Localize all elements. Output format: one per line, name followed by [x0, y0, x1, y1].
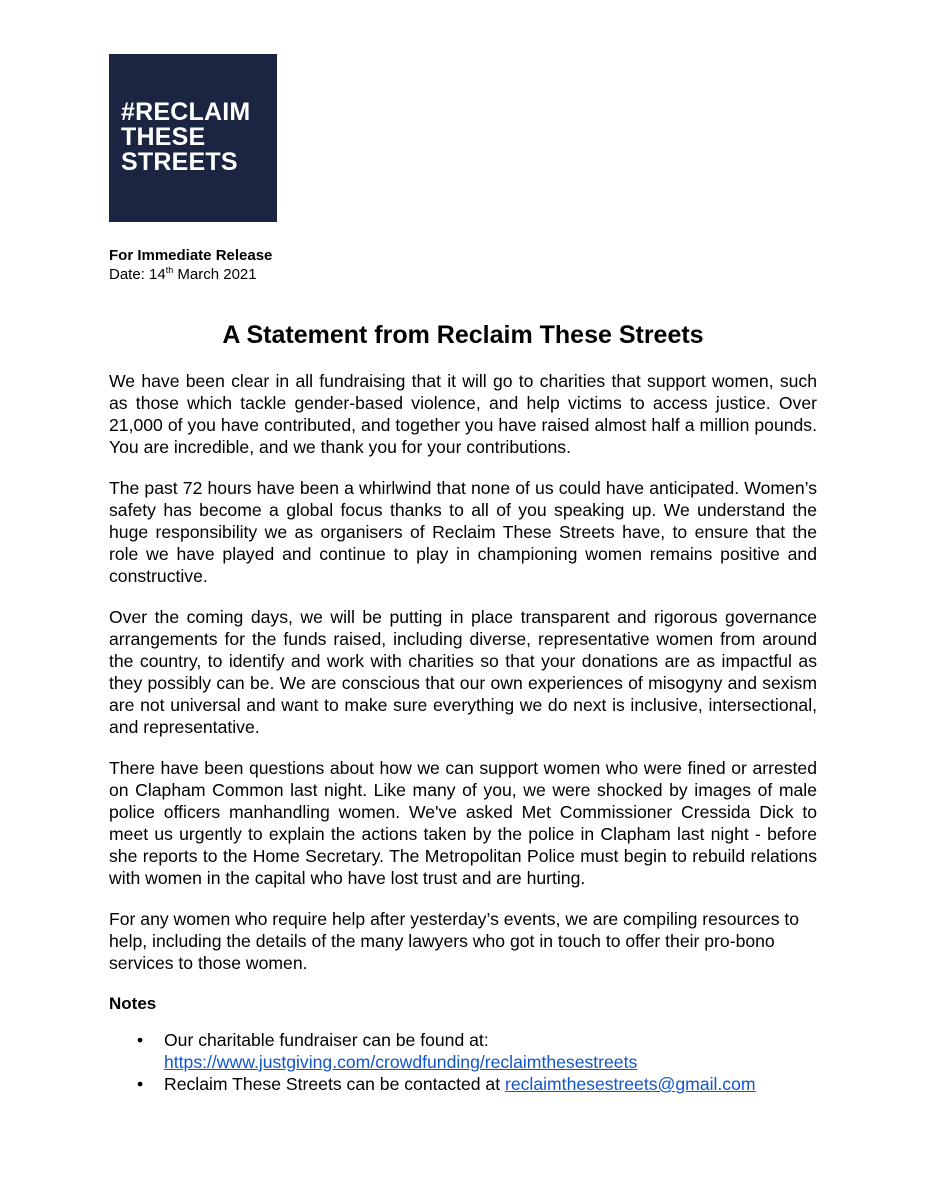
notes-item-contact	[109, 1073, 817, 1095]
statement-title: A Statement from Reclaim These Streets	[222, 321, 704, 349]
notes-item-text: Reclaim These Streets can be contacted at	[164, 1074, 505, 1094]
paragraph-whirlwind: The past 72 hours have been a whirlwind that none of us could have anticipated. Women’s safety has become a global focus thanks to all of you speaking up. We understand the huge responsibility we as organisers of Reclaim These Streets have, to ensure that the role we have played and continue to play in championing women remains positive and constructive.	[109, 478, 817, 586]
justgiving-link[interactable]: https://www.justgiving.com/crowdfunding/reclaimthesestreets	[164, 1052, 638, 1072]
release-date-ordinal: th	[165, 265, 174, 275]
release-date-suffix: March 2021	[173, 266, 257, 283]
paragraph-clapham: There have been questions about how we can support women who were fined or arrested on Clapham Common last night. Like many of you, we were shocked by images of male police officers manhandling women. We've asked Met Commissioner Cressida Dick to meet us urgently to explain the actions taken by the police in Clapham last night - before she reports to the Home Secretary. The Metropolitan Police must begin to rebuild relations with women in the capital who have lost trust and are hurting.	[109, 758, 817, 888]
paragraph-fundraising: We have been clear in all fundraising that it will go to charities that support women, such as those which tackle gender-based violence, and help victims to access justice. Over 21,000 of you have contributed, and together you have raised almost half a million pounds. You are incredible, and we thank you for your contributions.	[109, 371, 817, 457]
bullet-icon: •	[137, 1030, 144, 1050]
email-link[interactable]: reclaimthesestreets@gmail.com	[504, 1074, 756, 1094]
paragraph-resources: For any women who require help after yesterday’s events, we are compiling resources to help, including the details of the many lawyers who got in touch to offer their pro-bono services to those women.	[109, 909, 800, 973]
paragraph-governance: Over the coming days, we will be putting in place transparent and rigorous governance arrangements for the funds raised, including diverse, representative women from around the country, to identify and work with charities so that your donations are as impactful as they possibly can be. We are conscious that our own experiences of misogyny and sexism are not universal and want to make sure everything we do next is inclusive, intersectional, and representative.	[109, 607, 817, 737]
reclaim-these-streets-logo	[109, 54, 277, 222]
notes-heading: Notes	[109, 994, 157, 1013]
notes-item-fundraiser	[109, 1029, 817, 1073]
release-label: For Immediate Release	[109, 247, 273, 264]
bullet-icon: •	[137, 1074, 144, 1094]
statement-body	[109, 370, 817, 1095]
logo-line-2: THESE	[121, 123, 206, 151]
logo-line-3: STREETS	[121, 148, 238, 176]
release-date	[109, 265, 272, 284]
notes-item-text: Our charitable fundraiser can be found at:	[164, 1030, 489, 1050]
notes-list	[109, 1029, 817, 1095]
release-date-prefix: Date: 14	[109, 266, 166, 283]
logo-line-1: #RECLAIM	[121, 98, 251, 126]
release-info	[109, 246, 272, 284]
